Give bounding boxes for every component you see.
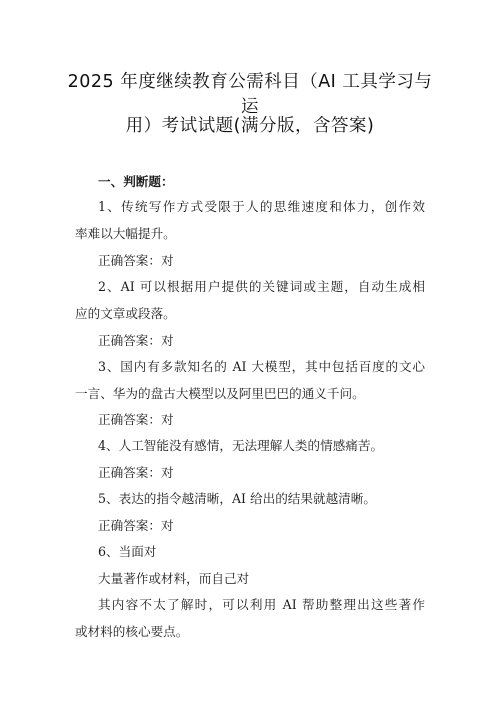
question-6-line-2: 大量著作或材料，而自己对: [98, 571, 250, 586]
question-5-answer: 正确答案：对: [98, 518, 174, 533]
question-5-line-1: 5、表达的指令越清晰，AI 给出的结果就越清晰。: [98, 491, 376, 506]
question-6-line-4: 或材料的核心要点。: [75, 624, 189, 639]
question-6-line-3: 其内容不太了解时，可以利用 AI 帮助整理出这些著作: [98, 597, 425, 612]
document-title-line-2: 用）考试试题(满分版，含答案): [125, 116, 375, 136]
question-4-line-1: 4、人工智能没有感情，无法理解人类的情感痛苦。: [98, 438, 384, 453]
question-1-line-1: 1、传统写作方式受限于人的思维速度和体力，创作效: [98, 199, 425, 214]
question-2-line-2: 应的文章或段落。: [75, 306, 176, 321]
question-2-line-1: 2、AI 可以根据用户提供的关键词或主题，自动生成相: [98, 279, 425, 294]
question-3-line-2: 一言、华为的盘古大模型以及阿里巴巴的通义千问。: [75, 386, 365, 401]
question-1-line-2: 率难以大幅提升。: [75, 226, 176, 241]
question-1-answer: 正确答案：对: [98, 253, 174, 268]
question-6-line-1: 6、当面对: [98, 544, 157, 559]
question-3-line-1: 3、国内有多款知名的 AI 大模型，其中包括百度的文心: [98, 359, 425, 374]
section-heading: 一、判断题：: [98, 174, 174, 189]
question-2-answer: 正确答案：对: [98, 333, 174, 348]
question-4-answer: 正确答案：对: [98, 465, 174, 480]
question-3-answer: 正确答案：对: [98, 412, 174, 427]
document-title-line-1: 2025 年度继续教育公需科目（AI 工具学习与运: [67, 72, 433, 117]
